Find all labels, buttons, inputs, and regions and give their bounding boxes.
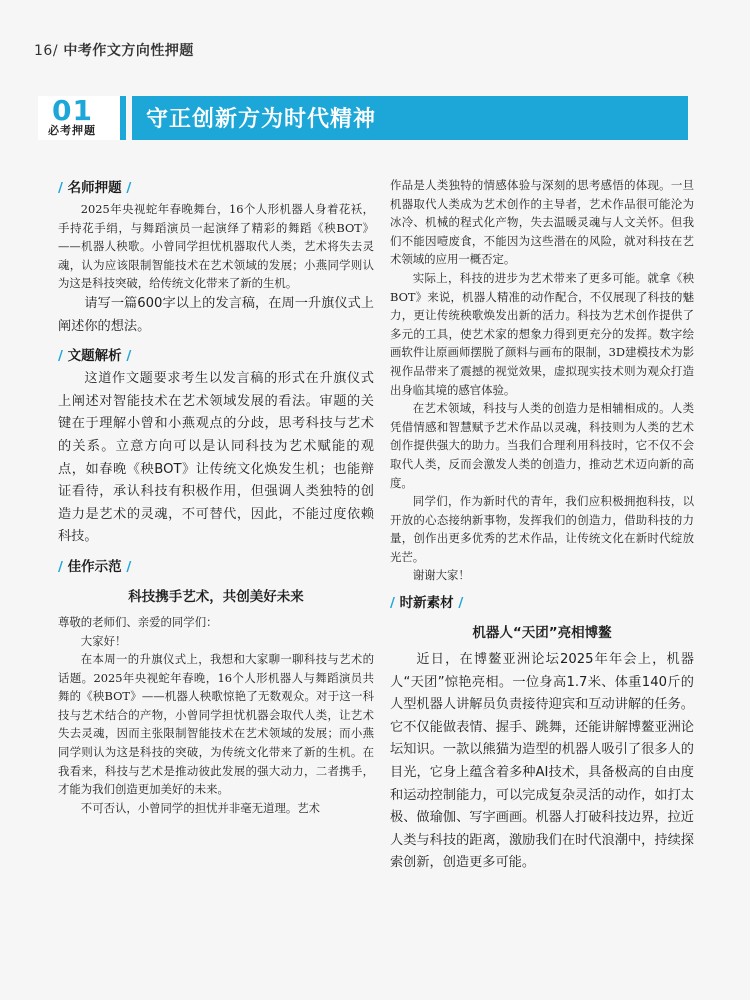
essay-paragraph: 不可否认，小曾同学的担忧并非毫无道理。艺术 [80, 800, 321, 815]
section-heading-analysis: / 文题解析 / [58, 348, 132, 365]
material-paragraph: 近日，在博鳌亚洲论坛2025年年会上，机器人“天团”惊艳亮相。一位身高1.7米、体重140斤的人型机器人讲解员负责接待迎宾和互动讲解的任务。它不仅能做表情、握手、跳舞，还能讲解博鳌亚洲论坛知识。一款以熊猫为造型的机器人吸引了很多人的目光，它身上蕴含着多种AI技术，具备极高的自由度和运动控制能力，可以完成复杂灵活的动作，如打太极、做瑜伽、写字画画。机器人打破科技边界，拉近人类与科技的距离，激励我们在时代浪潮中，持续探索创新，创造更多可能。 [390, 652, 694, 871]
essay-title: 科技携手艺术，共创美好未来 [128, 588, 304, 605]
essay-paragraph: 同学们，作为新时代的青年，我们应积极拥抱科技，以开放的心态接纳新事物，发挥我们的创造力，借助科技的力量，创作出更多优秀的艺术作品，让传统文化在新时代绽放光芒。 [390, 494, 694, 564]
essay-closing: 谢谢大家！ [412, 568, 470, 583]
page-number: 16 [34, 43, 53, 59]
essay-greeting: 大家好！ [80, 633, 127, 648]
essay-salutation: 尊敬的老师们、亲爱的同学们： [58, 614, 218, 629]
chapter-title: 守正创新方为时代精神 [146, 107, 377, 132]
right-column [390, 176, 694, 875]
chapter-title-banner [132, 96, 688, 140]
analysis-paragraph: 这道作文题要求考生以发言稿的形式在升旗仪式上阐述对智能技术在艺术领域发展的看法。审题的关键在于理解小曾和小燕观点的分歧，思考科技与艺术的关系。立意方向可以是认同科技为艺术赋能的观点，如春晚《秧BOT》让传统文化焕发生机；也能辩证看待，承认科技有积极作用，但强调人类独特的创造力是艺术的灵魂，不可替代，因此，不能过度依赖科技。 [58, 371, 374, 545]
chapter-title-bar [38, 96, 688, 140]
essay-paragraph: 在艺术领域，科技与人类的创造力是相辅相成的。人类凭借情感和智慧赋予艺术作品以灵魂，科技则为人类的艺术创作提供强大的助力。当我们合理利用科技时，它不仅不会取代人类，反而会激发人类的创造力，推动艺术迈向新的高度。 [390, 401, 694, 490]
header-separator: / [52, 43, 59, 59]
essay-paragraph: 实际上，科技的进步为艺术带来了更多可能。就拿《秧BOT》来说，机器人精准的动作配合，不仅展现了科技的魅力，更让传统秧歌焕发出新的活力。科技为艺术创作提供了多元的工具，使艺术家的想象力得到更充分的发挥。数字绘画软件让原画师摆脱了颜料与画布的限制，3D建模技术为影视作品带来了震撼的视觉效果，虚拟现实技术则为观众打造出身临其境的感官体验。 [390, 270, 694, 397]
chapter-badge [38, 96, 126, 140]
chapter-number: 01 [52, 94, 93, 127]
essay-paragraph-continued: 作品是人类独特的情感体验与深刻的思考感悟的体现。一旦机器取代人类成为艺术创作的主导者，艺术作品很可能沦为冰冷、机械的程式化产物，失去温暖灵魂与人文关怀。但我们不能因噎废食，不能因为这些潜在的风险，就对科技在艺术领域的应用一概否定。 [390, 178, 694, 267]
section-heading-essay: / 佳作示范 / [58, 558, 132, 575]
book-title: 中考作文方向性押题 [63, 43, 194, 59]
essay-paragraph: 在本周一的升旗仪式上，我想和大家聊一聊科技与艺术的话题。2025年央视蛇年春晚，16个人形机器人与舞蹈演员共舞的《秧BOT》——机器人秧歌惊艳了无数观众。对于这一科技与艺术结合的产物，小曾同学担忧机器会取代人类，让艺术失去灵魂，因而主张限制智能技术在艺术领域的发展；而小燕同学则认为这是科技的突破，为传统文化带来了新的生机。在我看来，科技与艺术是推动彼此发展的强大动力，二者携手，才能为我们创造更加美好的未来。 [58, 652, 374, 797]
running-header [34, 40, 194, 60]
chapter-tag: 必考押题 [48, 124, 96, 137]
prompt-instruction: 请写一篇600字以上的发言稿，在周一升旗仪式上阐述你的想法。 [58, 295, 374, 334]
section-heading-material: / 时新素材 / [390, 595, 464, 612]
section-heading-prompt: / 名师押题 / [58, 180, 132, 196]
left-column [58, 176, 374, 817]
prompt-paragraph: 2025年央视蛇年春晚舞台，16个人形机器人身着花袄，手持花手绢，与舞蹈演员一起演绎了精彩的舞蹈《秧BOT》——机器人秧歌。小曾同学担忧机器取代人类，艺术将失去灵魂，认为应该限制智能技术在艺术领域的发展；小燕同学则认为这是科技突破，给传统文化带来了新的生机。 [58, 202, 374, 291]
material-title: 机器人“天团”亮相博鳌 [472, 625, 612, 642]
